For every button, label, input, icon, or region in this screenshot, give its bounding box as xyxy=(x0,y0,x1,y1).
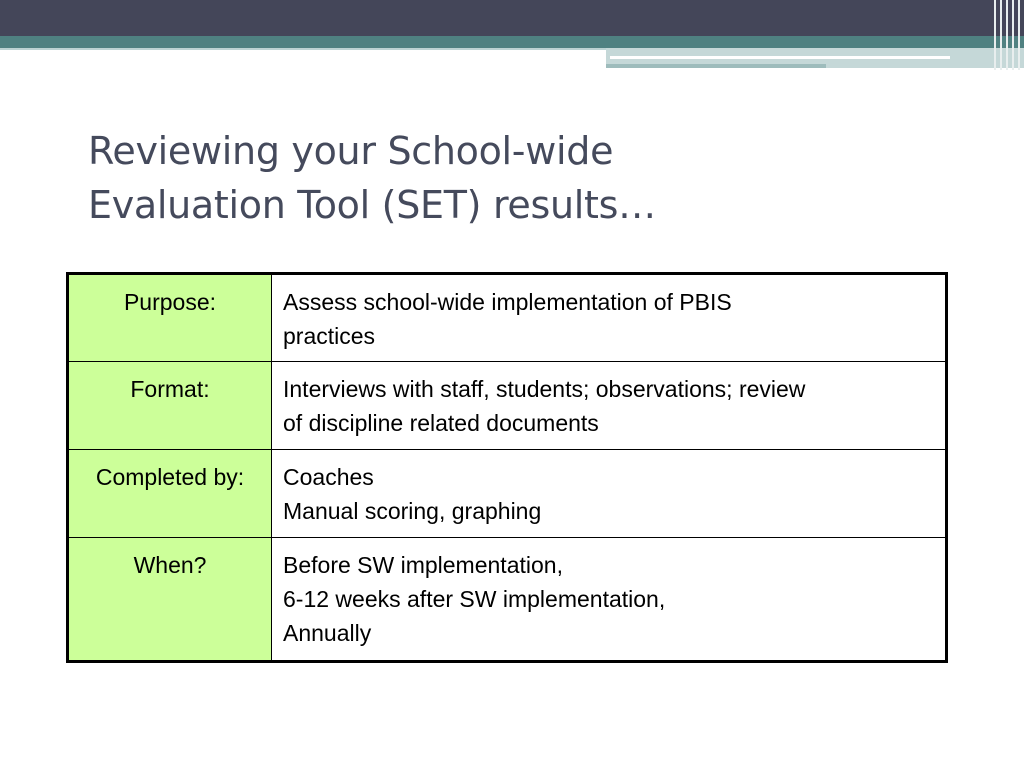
row-value xyxy=(272,274,947,362)
table-row-format xyxy=(68,362,947,450)
slide-title-line-1: Reviewing your School-wide xyxy=(88,129,614,173)
header-accent-line xyxy=(610,56,950,59)
row-value-line: Assess school-wide implementation of PBIS xyxy=(283,289,732,315)
slide-title-line-2: Evaluation Tool (SET) results… xyxy=(88,183,656,227)
row-value-line: Annually xyxy=(283,620,372,646)
table-row-completed-by xyxy=(68,450,947,538)
header-bar-teal xyxy=(0,36,1024,48)
table-row-when xyxy=(68,538,947,662)
row-value xyxy=(272,362,947,450)
header-accent-bar xyxy=(606,64,826,68)
header-bar-light xyxy=(0,48,606,50)
header-stripes xyxy=(990,0,1024,70)
row-value-line: of discipline related documents xyxy=(283,410,599,436)
table-row-purpose xyxy=(68,274,947,362)
row-value xyxy=(272,538,947,662)
row-value-line: Manual scoring, graphing xyxy=(283,498,542,524)
row-value-line: Interviews with staff, students; observations; review xyxy=(283,376,806,402)
set-info-table xyxy=(66,272,948,663)
slide-title xyxy=(88,124,948,232)
row-label: When? xyxy=(68,538,272,662)
row-value xyxy=(272,450,947,538)
row-value-line: practices xyxy=(283,323,376,349)
row-value-line: 6-12 weeks after SW implementation, xyxy=(283,586,666,612)
header-bar-dark xyxy=(0,0,1024,36)
row-label: Purpose: xyxy=(68,274,272,362)
row-label: Completed by: xyxy=(68,450,272,538)
row-value-line: Coaches xyxy=(283,464,374,490)
row-value-line: Before SW implementation, xyxy=(283,552,563,578)
row-label: Format: xyxy=(68,362,272,450)
